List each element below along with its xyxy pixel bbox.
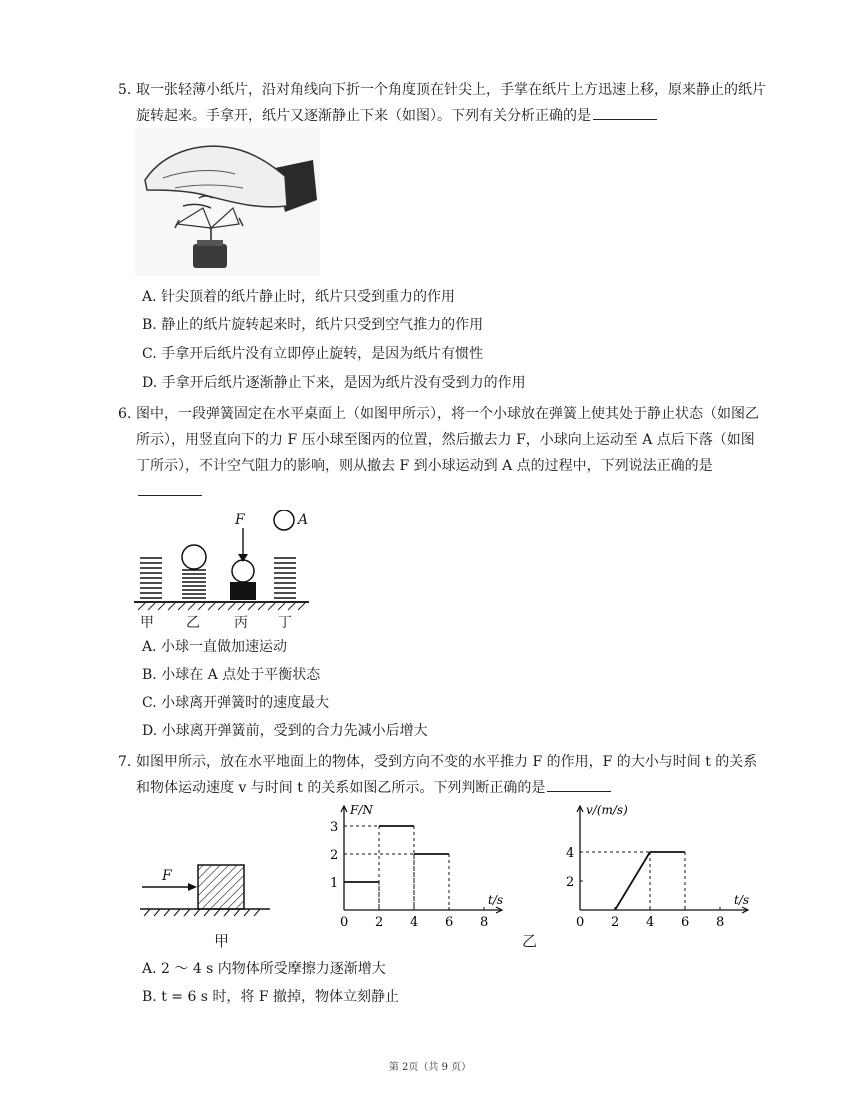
q5-option-a[interactable]: A. 针尖顶着的纸片静止时，纸片只受到重力的作用	[142, 289, 456, 305]
q7-option-a[interactable]: A. 2 ～ 4 s 内物体所受摩擦力逐渐增大	[142, 961, 386, 977]
x-tick-label: 2	[375, 915, 384, 930]
data-segment-0	[615, 852, 650, 910]
q5-option-d[interactable]: D. 手拿开后纸片逐渐静止下来，是因为纸片没有受到力的作用	[142, 375, 526, 391]
x-tick-label: 4	[646, 915, 655, 930]
x-tick-label: 6	[445, 915, 454, 930]
label-ding: 丁	[278, 615, 292, 631]
page-footer: 第 2页（共 9 页）	[388, 1062, 472, 1073]
figure-jia-label: 甲	[214, 932, 230, 950]
x-tick-label: 0	[340, 915, 349, 930]
answer-blank[interactable]	[593, 105, 657, 120]
question-5	[118, 77, 768, 129]
hand-illustration	[135, 128, 320, 276]
q6-option-a[interactable]: A. 小球一直做加速运动	[142, 639, 288, 655]
question-7	[118, 749, 768, 801]
block-illustration	[140, 860, 280, 950]
force-time-chart	[324, 800, 504, 940]
spring-yi	[182, 570, 206, 598]
spring-jia	[140, 558, 162, 598]
x-tick-label: 2	[611, 915, 620, 930]
force-label: F	[162, 868, 172, 884]
answer-blank[interactable]	[547, 777, 611, 792]
y-axis-label: v/(m/s)	[586, 803, 628, 817]
question-number: 6.	[118, 406, 132, 422]
velocity-time-svg	[560, 800, 750, 940]
question-stem: 取一张轻薄小纸片，沿对角线向下折一个角度顶在针尖上，手掌在纸片上方迅速上移，原来静止的纸片旋转起来。手拿开，纸片又逐渐静止下来（如图）。下列有关分析正确的是	[136, 82, 766, 124]
q6-option-b[interactable]: B. 小球在 A 点处于平衡状态	[142, 667, 321, 683]
x-tick-label: 0	[576, 915, 585, 930]
q6-option-d[interactable]: D. 小球离开弹簧前，受到的合力先减小后增大	[142, 723, 428, 739]
y-tick-label: 2	[566, 875, 575, 890]
label-yi: 乙	[186, 615, 200, 631]
force-label: F	[235, 512, 245, 528]
y-tick-label: 1	[330, 876, 339, 891]
x-tick-label: 8	[480, 915, 489, 930]
question-6	[118, 401, 768, 505]
spring-bing	[230, 582, 256, 600]
x-axis-label: t/s	[734, 893, 750, 907]
force-time-svg	[324, 800, 504, 940]
label-bing: 丙	[234, 615, 248, 631]
question-number: 7.	[118, 754, 132, 770]
y-axis-label: F/N	[350, 803, 373, 817]
x-tick-label: 8	[716, 915, 725, 930]
block-figure	[140, 860, 280, 950]
hand-paper-figure	[135, 128, 320, 276]
y-tick-label: 3	[330, 820, 339, 835]
y-tick-label: 2	[330, 848, 339, 863]
figure-yi-label: 乙	[522, 932, 538, 950]
ball-ding	[274, 510, 294, 530]
question-stem: 如图甲所示，放在水平地面上的物体，受到方向不变的水平推力 F 的作用，F 的大小与时间 t 的关系和物体运动速度 v 与时间 t 的关系如图乙所示。下列判断正确的是	[136, 754, 758, 796]
x-tick-label: 4	[410, 915, 419, 930]
question-stem: 图中，一段弹簧固定在水平桌面上（如图甲所示），将一个小球放在弹簧上使其处于静止状态（如图乙所示），用竖直向下的力 F 压小球至图丙的位置，然后撤去力 F，小球向上运动至 A 点后下落（如图丁所示），不计空气阻力的影响，则从撤去 F 到小球运动到 A 点的过程中，下列说法正确的是	[136, 406, 759, 474]
x-axis-label: t/s	[488, 893, 504, 907]
x-tick-label: 6	[681, 915, 690, 930]
ball-yi	[182, 545, 206, 569]
y-tick-label: 4	[566, 846, 575, 861]
question-number: 5.	[118, 82, 132, 98]
ball-bing	[232, 560, 254, 582]
spring-ding	[274, 558, 296, 598]
q5-option-c[interactable]: C. 手拿开后纸片没有立即停止旋转，是因为纸片有惯性	[142, 346, 484, 362]
spring-figure	[134, 510, 314, 630]
point-a-label: A	[298, 512, 309, 528]
block	[198, 865, 244, 909]
q7-option-b[interactable]: B. t = 6 s 时，将 F 撤掉，物体立刻静止	[142, 989, 400, 1005]
velocity-time-chart	[560, 800, 750, 940]
label-jia: 甲	[140, 615, 154, 631]
q5-option-b[interactable]: B. 静止的纸片旋转起来时，纸片只受到空气推力的作用	[142, 317, 484, 333]
answer-blank[interactable]	[138, 481, 202, 496]
q6-option-c[interactable]: C. 小球离开弹簧时的速度最大	[142, 695, 330, 711]
